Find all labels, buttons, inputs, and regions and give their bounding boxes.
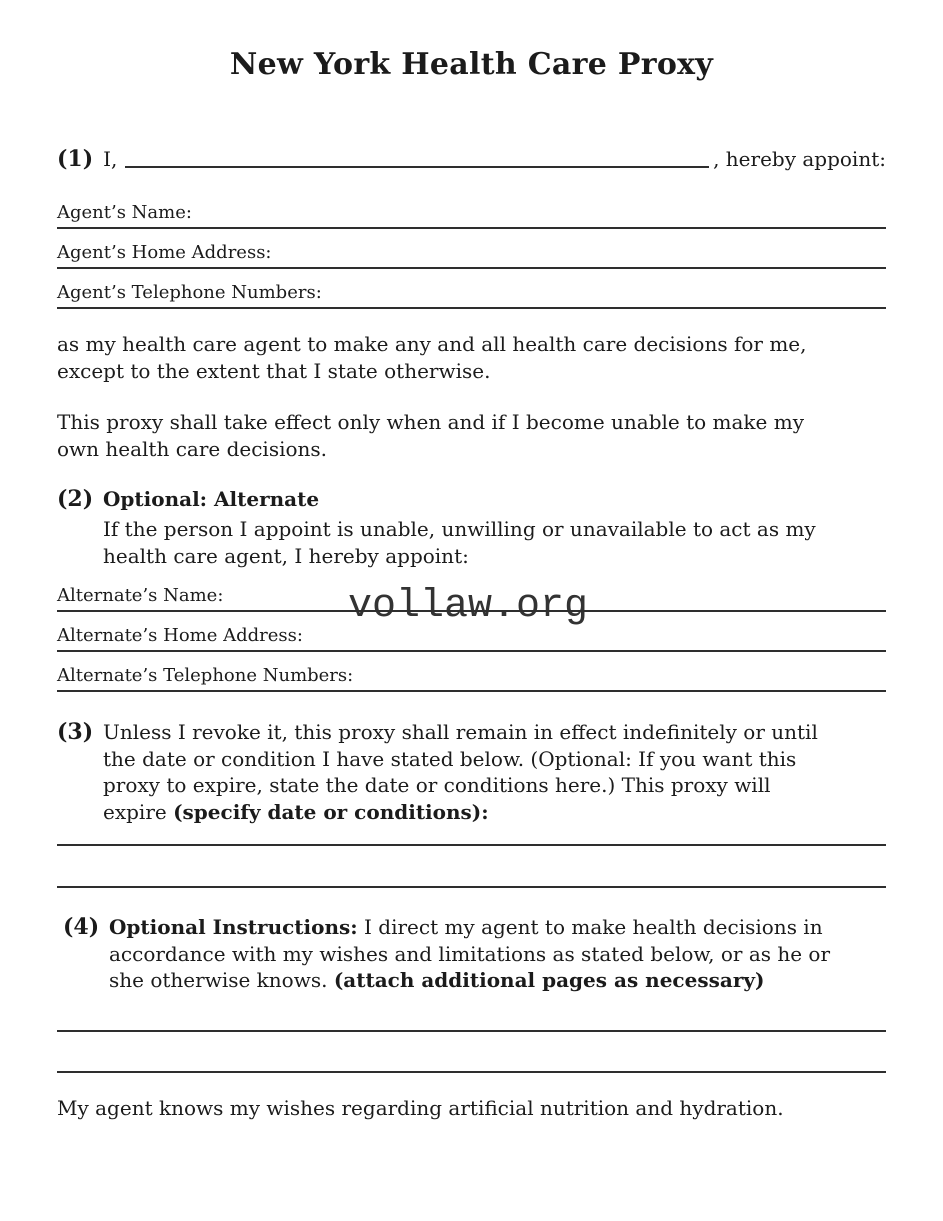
instructions-write-line-1[interactable] [57,994,886,1032]
proxy-effect-line-2: own health care decisions. [57,436,328,461]
alternate-telephone-label: Alternate’s Telephone Numbers: [57,665,354,686]
section-3-body [103,719,886,825]
instructions-line-3-prefix: she otherwise knows. [109,968,334,992]
agent-telephone-field[interactable] [57,282,886,309]
declarant-post-text: , hereby appoint: [713,147,886,171]
alternate-intro-line-1: If the person I appoint is unable, unwilling or unavailable to act as my [103,517,816,541]
alternate-intro-line-2: health care agent, I hereby appoint: [103,543,469,568]
agent-authority-line-1: as my health care agent to make any and all health care decisions for me, [57,332,807,356]
instructions-line-1-rest: I direct my agent to make health decisions in [357,915,823,939]
section-2-number: (2) [57,486,94,512]
agent-fields [57,202,886,309]
attach-pages-bold-label: (attach additional pages as necessary) [333,968,765,992]
agent-name-label: Agent’s Name: [57,202,192,223]
duration-line-2: the date or condition I have stated below. (Optional: If you want this [103,746,797,771]
duration-line-4 [103,799,886,826]
declarant-pre-text: I, [103,147,118,171]
duration-line-1: Unless I revoke it, this proxy shall remain in effect indefinitely or until [103,720,818,744]
duration-line-4-prefix: expire [103,799,174,824]
section-4-number: (4) [63,914,100,940]
agent-home-address-field[interactable] [57,242,886,269]
watermark-vollaw-org: vollaw.org [348,584,589,629]
instructions-write-line-2[interactable] [57,1032,886,1073]
section-3-duration [57,719,886,825]
alternate-name-label: Alternate’s Name: [57,585,224,606]
alternate-home-address-label: Alternate’s Home Address: [57,625,303,646]
section-4-instructions [57,914,886,994]
agent-authority-line-2: except to the extent that I state otherwise. [57,358,491,383]
section-3-number: (3) [57,719,94,745]
section-2-heading: Optional: Alternate [103,487,320,511]
section-2-body [103,486,886,569]
alternate-name-field[interactable] [57,585,886,612]
optional-instructions-bold-label: Optional Instructions: [109,915,358,939]
alternate-home-address-field[interactable] [57,625,886,652]
section-2-alternate [57,486,886,569]
agent-telephone-label: Agent’s Telephone Numbers: [57,282,322,303]
specify-date-bold-label: (specify date or conditions): [173,799,489,824]
page-title: New York Health Care Proxy [229,47,714,82]
alternate-intro [103,516,886,569]
alternate-telephone-field[interactable] [57,665,886,692]
agent-home-address-label: Agent’s Home Address: [57,242,272,263]
section-1-number: (1) [57,146,94,172]
proxy-effect-paragraph [57,409,886,462]
instructions-line-2: accordance with my wishes and limitations as stated below, or as he or [109,941,831,966]
proxy-effect-line-1: This proxy shall take effect only when and if I become unable to make my [57,410,804,434]
agent-authority-paragraph [57,331,886,384]
alternate-fields [57,585,886,692]
nutrition-hydration-statement: My agent knows my wishes regarding artificial nutrition and hydration. [57,1095,784,1120]
agent-name-field[interactable] [57,202,886,229]
expiration-write-line-1[interactable] [57,825,886,846]
declarant-name-blank[interactable] [125,150,709,168]
section-4-body [109,914,886,994]
instructions-line-1 [109,914,886,941]
expiration-write-line-2[interactable] [57,846,886,888]
section-1-declaration-row [57,146,886,172]
duration-line-3: proxy to expire, state the date or conditions here.) This proxy will [103,773,771,797]
instructions-line-3 [109,967,886,994]
